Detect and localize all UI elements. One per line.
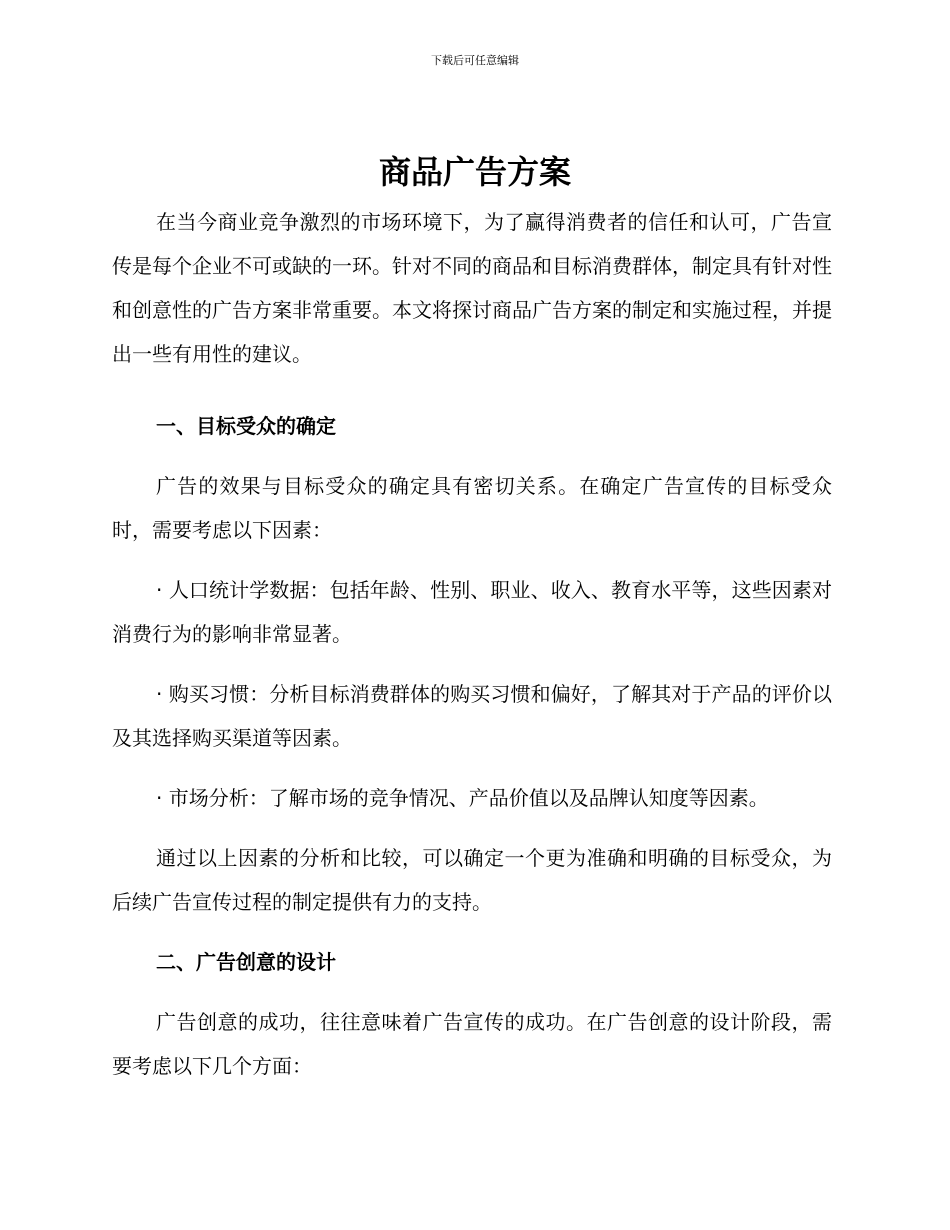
section1-conclusion-paragraph: 通过以上因素的分析和比较，可以确定一个更为准确和明确的目标受众，为后续广告宣传过程的制定提供有力的支持。 [112,846,832,914]
document-body [112,200,832,1104]
section1-intro-paragraph: 广告的效果与目标受众的确定具有密切关系。在确定广告宣传的目标受众时，需要考虑以下因素： [112,474,832,542]
bullet-item-demographics: · 人口统计学数据：包括年龄、性别、职业、收入、教育水平等，这些因素对消费行为的影响非常显著。 [112,578,832,646]
intro-paragraph: 在当今商业竞争激烈的市场环境下，为了赢得消费者的信任和认可，广告宣传是每个企业不可或缺的一环。针对不同的商品和目标消费群体，制定具有针对性和创意性的广告方案非常重要。本文将探讨商品广告方案的制定和实施过程，并提出一些有用性的建议。 [112,210,832,366]
section-heading-target-audience: 一、目标受众的确定 [156,414,336,438]
section2-intro-paragraph: 广告创意的成功，往往意味着广告宣传的成功。在广告创意的设计阶段，需要考虑以下几个方面： [112,1010,832,1078]
bullet-item-purchase-habits: · 购买习惯：分析目标消费群体的购买习惯和偏好，了解其对于产品的评价以及其选择购买渠道等因素。 [112,682,832,750]
document-title: 商品广告方案 [378,153,571,191]
bullet-item-market-analysis: · 市场分析：了解市场的竞争情况、产品价值以及品牌认知度等因素。 [156,786,769,810]
section-heading-creative-design: 二、广告创意的设计 [156,950,336,974]
page-header: 下载后可任意编辑 [431,54,519,67]
